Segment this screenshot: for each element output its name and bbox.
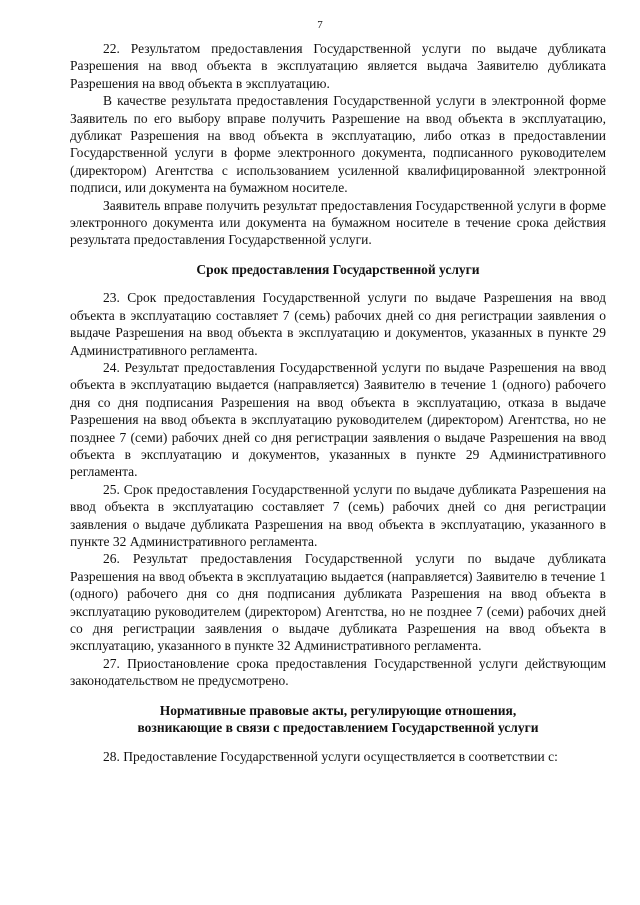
paragraph-25: 25. Срок предоставления Государственной услуги по выдаче дубликата Разрешения на ввод объекта в эксплуатацию составляет 7 (семь) рабочих дней со дня регистрации заявления о выдаче дубликата Разрешения на ввод объекта в эксплуатацию, указанного в пункте 32 Административного регламента. [70,481,606,549]
page-number: 7 [317,19,323,31]
section-heading-legal-acts [70,702,606,737]
paragraph-22-electronic-result: В качестве результата предоставления Государственной услуги в электронной форме Заявитель по его выбору вправе получить Разрешение на ввод объекта в эксплуатацию, дубликат Разрешения на ввод объекта в эксплуатацию, либо отказ в предоставлении Государственной услуги в форме электронного документа, подписанного руководителем (директором) Агентства с использованием усиленной квалифицированной электронной подписи, или документа на бумажном носителе. [70,93,606,196]
section-heading-legal-acts-line-1: Нормативные правовые акты, регулирующие отношения, [159,702,517,718]
paragraph-22: 22. Результатом предоставления Государственной услуги по выдаче дубликата Разрешения на ввод объекта в эксплуатацию является выдача Заявителю дубликата Разрешения на ввод объекта в эксплуатацию. [70,41,606,91]
section-heading-legal-acts-line-2: возникающие в связи с предоставлением Государственной услуги [137,720,539,736]
paragraph-27: 27. Приостановление срока предоставления Государственной услуги действующим законодательством не предусмотрено. [70,655,606,689]
paragraph-23: 23. Срок предоставления Государственной услуги по выдаче Разрешения на ввод объекта в эксплуатацию составляет 7 (семь) рабочих дней со дня регистрации заявления о выдаче Разрешения на ввод объекта в эксплуатацию и документов, указанных в пункте 29 Административного регламента. [70,290,606,358]
paragraph-24: 24. Результат предоставления Государственной услуги по выдаче Разрешения на ввод объекта в эксплуатацию выдается (направляется) Заявителю в течение 1 (одного) рабочего дня со дня подписания Разрешения на ввод объекта в эксплуатацию, отказа в выдаче Разрешения на ввод объекта в эксплуатацию руководителем (директором) Агентства, но не позднее 7 (семи) рабочих дней со дня регистрации заявления о выдаче Разрешения на ввод объекта в эксплуатацию и документов, указанных в пункте 29 Административного регламента. [70,359,606,480]
paragraph-28: 28. Предоставление Государственной услуги осуществляется в соответствии с: [103,749,558,765]
paragraph-22-result-form: Заявитель вправе получить результат предоставления Государственной услуги в форме электронного документа или документа на бумажном носителе в течение срока действия результата предоставления Государственной услуги. [70,197,606,248]
page-content [70,40,606,766]
section-heading-term: Срок предоставления Государственной услуги [196,261,480,277]
paragraph-26: 26. Результат предоставления Государственной услуги по выдаче дубликата Разрешения на ввод объекта в эксплуатацию выдается (направляется) Заявителю в течение 1 (одного) рабочего дня со дня подписания дубликата Разрешения на ввод объекта в эксплуатацию руководителем (директором) Агентства, но не позднее 7 (семи) рабочих дней со дня регистрации заявления о выдаче дубликата Разрешения на ввод объекта в эксплуатацию, указанного в пункте 32 Административного регламента. [70,551,606,654]
